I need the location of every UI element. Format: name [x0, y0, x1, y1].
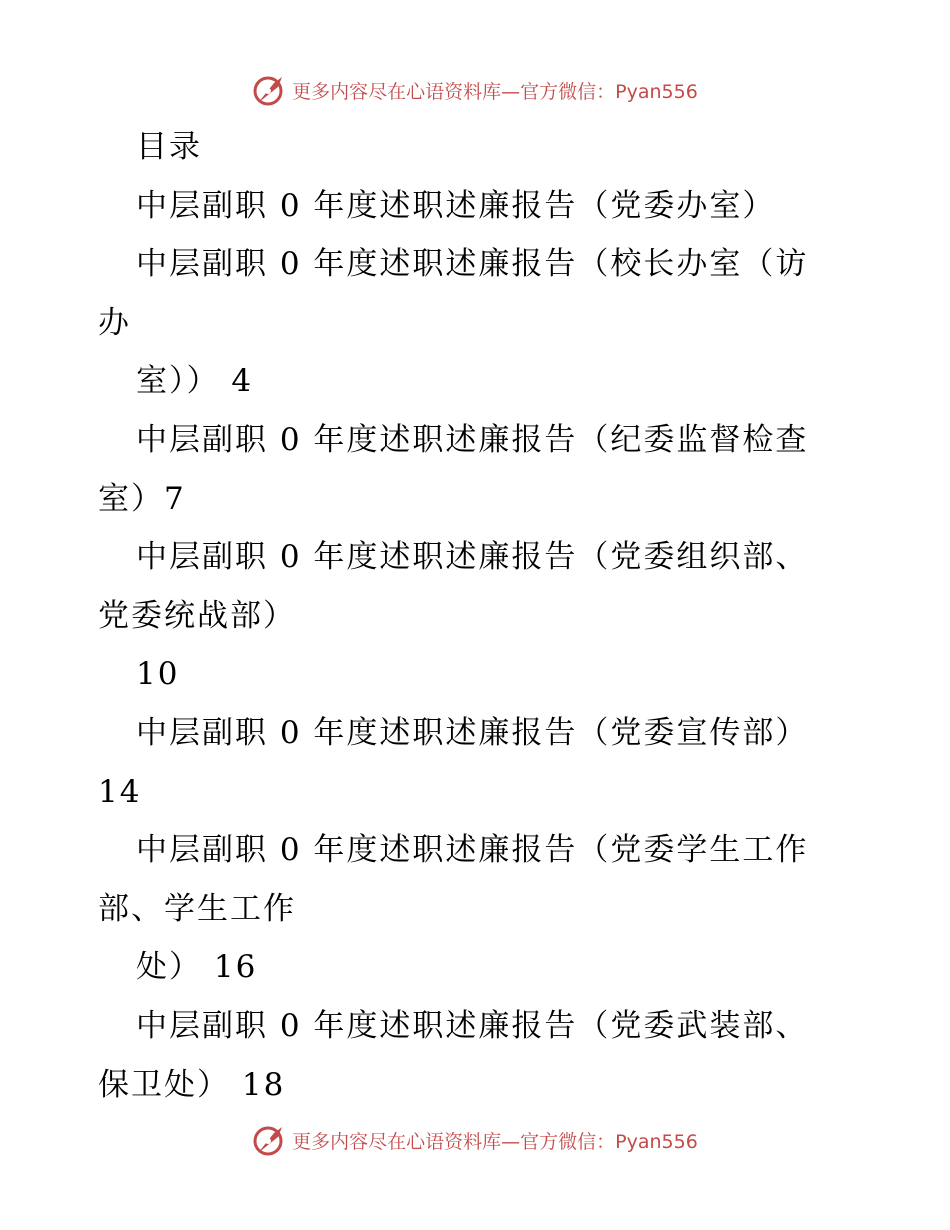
header-banner: [0, 70, 950, 110]
footer-banner-text: 更多内容尽在心语资料库—官方微信：Pyan556: [292, 1130, 698, 1153]
toc-line: 中层副职 0 年度述职述廉报告（校长办室（访: [136, 246, 809, 283]
toc-line: 室）7: [98, 480, 186, 517]
quill-logo-icon: [252, 73, 286, 107]
toc-line: 室）） 4: [136, 363, 254, 400]
toc-line: 中层副职 0 年度述职述廉报告（党委武装部、: [136, 1007, 809, 1044]
toc-line: 办: [98, 304, 131, 341]
toc-line: 10: [136, 656, 180, 693]
toc-line: 中层副职 0 年度述职述廉报告（纪委监督检查: [136, 421, 809, 458]
header-banner-text: 更多内容尽在心语资料库—官方微信：Pyan556: [292, 80, 698, 103]
quill-logo-icon: [252, 1123, 286, 1157]
toc-line: 中层副职 0 年度述职述廉报告（党委组织部、: [136, 539, 809, 576]
toc-line: 部、学生工作: [98, 890, 296, 927]
toc-line: 党委统战部）: [98, 597, 296, 634]
table-of-contents: [98, 118, 858, 1114]
toc-line: 保卫处） 18: [98, 1066, 286, 1103]
toc-line: 中层副职 0 年度述职述廉报告（党委办室）: [136, 187, 776, 224]
toc-line: 处） 16: [136, 949, 258, 986]
toc-line: 中层副职 0 年度述职述廉报告（党委宣传部）: [136, 714, 809, 751]
toc-heading: 目录: [136, 129, 202, 165]
toc-line: 中层副职 0 年度述职述廉报告（党委学生工作: [136, 832, 809, 869]
footer-banner: [0, 1120, 950, 1160]
toc-line: 14: [98, 773, 142, 810]
